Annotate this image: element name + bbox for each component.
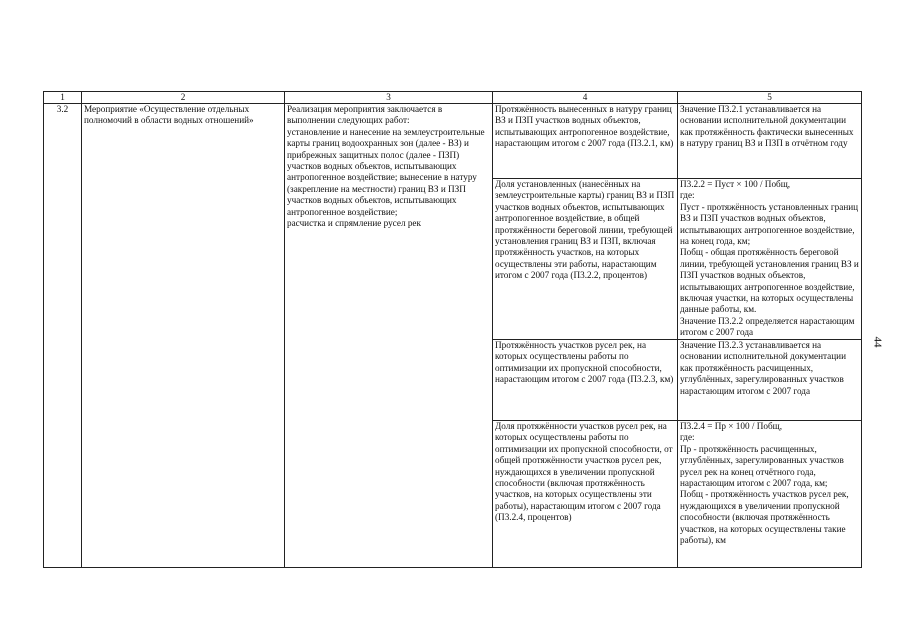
page-number: 44 [871, 336, 884, 348]
indicator-name-2: Доля установленных (нанесённых на землеустроительные карты) границ ВЗ и ПЗП участков водных объектов, испытывающих антропогенное воздействие, в общей протяжённости береговой линии, требующей установления границ ВЗ и ПЗП, включая протяжённость участков, на которых осуществлены эти работы, нарастающим итогом с 2007 года (П3.2.2, процентов) [493, 179, 678, 340]
measure-name: Мероприятие «Осуществление отдельных полномочий в области водных отношений» [82, 104, 285, 568]
header-col-2: 2 [82, 92, 285, 104]
header-col-5: 5 [678, 92, 862, 104]
indicator-name-3: Протяжённость участков русел рек, на которых осуществлены работы по оптимизации их пропускной способности, нарастающим итогом с 2007 года (П3.2.3, км) [493, 340, 678, 421]
table-row [44, 104, 862, 179]
indicator-method-1: Значение П3.2.1 устанавливается на основании исполнительной документации как протяжённость фактически вынесенных в натуру границ ВЗ и ПЗП в отчётном году [678, 104, 862, 179]
indicator-method-3: Значение П3.2.3 устанавливается на основании исполнительной документации как протяжённость расчищенных, углублённых, зарегулированных участков нарастающим итогом с 2007 года [678, 340, 862, 421]
header-col-1: 1 [44, 92, 82, 104]
indicator-name-4: Доля протяжённости участков русел рек, на которых осуществлены работы по оптимизации их пропускной способности, от общей протяжённости участков русел рек, нуждающихся в увеличении пропускной способности (включая протяжённость участков, на которых осуществлены эти работы), нарастающим итогом с 2007 года (П3.2.4, процентов) [493, 421, 678, 568]
indicator-method-4: П3.2.4 = Пр × 100 / Побщ, где: Пр - протяжённость расчищенных, углублённых, зарегулированных участков русел рек на конец отчётного года, нарастающим итогом с 2007 года, км; Побщ - протяжённость участков русел рек, нуждающихся в увеличении пропускной способности (включая протяжённость участков, на которых осуществлены такие работы), км [678, 421, 862, 568]
indicator-name-1: Протяжённость вынесенных в натуру границ ВЗ и ПЗП участков водных объектов, испытывающих антропогенное воздействие, нарастающим итогом с 2007 года (П3.2.1, км) [493, 104, 678, 179]
header-row [44, 92, 862, 104]
row-number: 3.2 [44, 104, 82, 568]
header-col-3: 3 [285, 92, 493, 104]
header-col-4: 4 [493, 92, 678, 104]
measures-table [43, 91, 862, 568]
indicator-method-2: П3.2.2 = Пуст × 100 / Побщ, где: Пуст - протяжённость установленных границ ВЗ и ПЗП участков водных объектов, испытывающих антропогенное воздействие, на конец года, км; Побщ - общая протяжённость береговой линии, требующей установления границ ВЗ и ПЗП участков водных объектов, испытывающих антропогенное воздействие, включая участки, на которых осуществлены данные работы, км. Значение П3.2.2 определяется нарастающим итогом с 2007 года [678, 179, 862, 340]
measure-description: Реализация мероприятия заключается в выполнении следующих работ: установление и нанесение на землеустроительные карты границ водоохранных зон (далее - ВЗ) и прибрежных защитных полос (далее - ПЗП) участков водных объектов, испытывающих антропогенное воздействие; вынесение в натуру (закрепление на местности) границ ВЗ и ПЗП участков водных объектов, испытывающих антропогенное воздействие; расчистка и спрямление русел рек [285, 104, 493, 568]
